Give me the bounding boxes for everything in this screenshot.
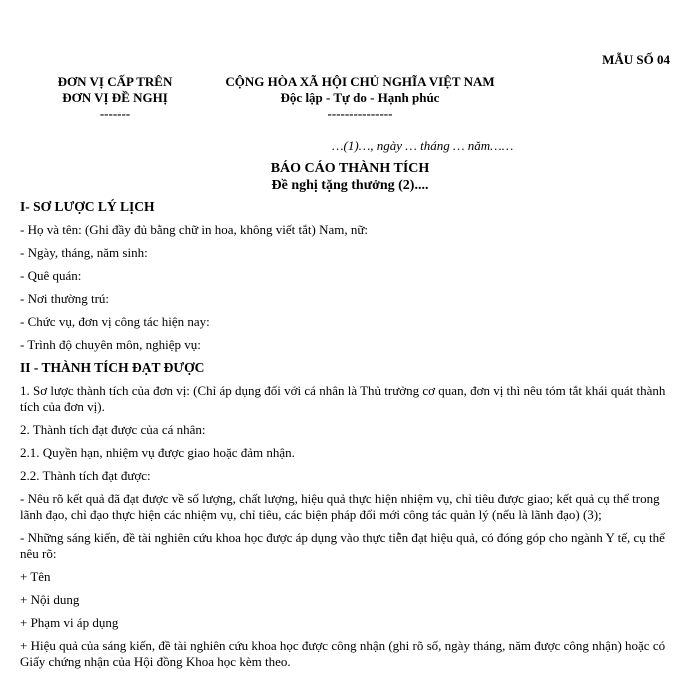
document-title bbox=[0, 160, 700, 194]
motto-divider: --------------- bbox=[327, 106, 393, 121]
section-heading-biography: I- SƠ LƯỢC LÝ LỊCH bbox=[20, 199, 155, 214]
field-birth-date: - Ngày, tháng, năm sinh: bbox=[20, 245, 148, 260]
superior-unit-label: ĐƠN VỊ CẤP TRÊN bbox=[57, 74, 173, 89]
national-motto: Độc lập - Tự do - Hạnh phúc bbox=[280, 90, 440, 105]
national-header bbox=[200, 74, 520, 122]
paragraph-personal-achievements: 2. Thành tích đạt được của cá nhân: bbox=[20, 422, 206, 437]
field-full-name: - Họ và tên: (Ghi đầy đủ bằng chữ in hoa, không viết tắt) Nam, nữ: bbox=[20, 222, 369, 237]
list-item-name: + Tên bbox=[20, 569, 51, 584]
field-hometown: - Quê quán: bbox=[20, 268, 82, 283]
list-item-scope: + Phạm vi áp dụng bbox=[20, 615, 119, 630]
country-name: CỘNG HÒA XÃ HỘI CHỦ NGHĨA VIỆT NAM bbox=[225, 74, 495, 89]
field-qualification: - Trình độ chuyên môn, nghiệp vụ: bbox=[20, 337, 201, 352]
proposing-unit-label: ĐƠN VỊ ĐỀ NGHỊ bbox=[62, 90, 168, 105]
field-position: - Chức vụ, đơn vị công tác hiện nay: bbox=[20, 314, 210, 329]
list-item-content: + Nội dung bbox=[20, 592, 80, 607]
paragraph-achievements-detail: 2.2. Thành tích đạt được: bbox=[20, 468, 151, 483]
report-title: BÁO CÁO THÀNH TÍCH bbox=[270, 161, 430, 176]
form-code: MẪU SỐ 04 bbox=[602, 52, 670, 67]
organization-header bbox=[30, 74, 200, 122]
date-line: …(1)…, ngày … tháng … năm…… bbox=[332, 138, 514, 153]
org-divider: ------- bbox=[99, 106, 131, 121]
list-item-effectiveness: + Hiệu quả của sáng kiến, đề tài nghiên cứu khoa học được công nhận (ghi rõ số, ngày tháng, năm được công nhận) hoặc có Giấy chứng nhận của Hội đồng Khoa học kèm theo. bbox=[20, 638, 666, 669]
field-residence: - Nơi thường trú: bbox=[20, 291, 110, 306]
paragraph-unit-achievements: 1. Sơ lược thành tích của đơn vị: (Chỉ áp dụng đối với cá nhân là Thủ trưởng cơ quan, đơn vị thì nêu tóm tắt khái quát thành tích của đơn vị). bbox=[20, 383, 666, 414]
document-body bbox=[20, 199, 670, 677]
paragraph-results: - Nêu rõ kết quả đã đạt được về số lượng, chất lượng, hiệu quả thực hiện nhiệm vụ, chỉ tiêu được giao; kết quả cụ thể trong lãnh đạo, chỉ đạo thực hiện các nhiệm vụ, chỉ tiêu, các biện pháp đổi mới công tác quản lý (nếu là lãnh đạo) (3); bbox=[20, 491, 660, 522]
report-subtitle: Đề nghị tặng thưởng (2).... bbox=[271, 178, 429, 193]
section-heading-achievements: II - THÀNH TÍCH ĐẠT ĐƯỢC bbox=[20, 360, 205, 375]
paragraph-initiatives: - Những sáng kiến, đề tài nghiên cứu khoa học được áp dụng vào thực tiễn đạt hiệu quả, có đóng góp cho ngành Y tế, cụ thể nêu rõ: bbox=[20, 530, 665, 561]
paragraph-duties: 2.1. Quyền hạn, nhiệm vụ được giao hoặc đảm nhận. bbox=[20, 445, 295, 460]
